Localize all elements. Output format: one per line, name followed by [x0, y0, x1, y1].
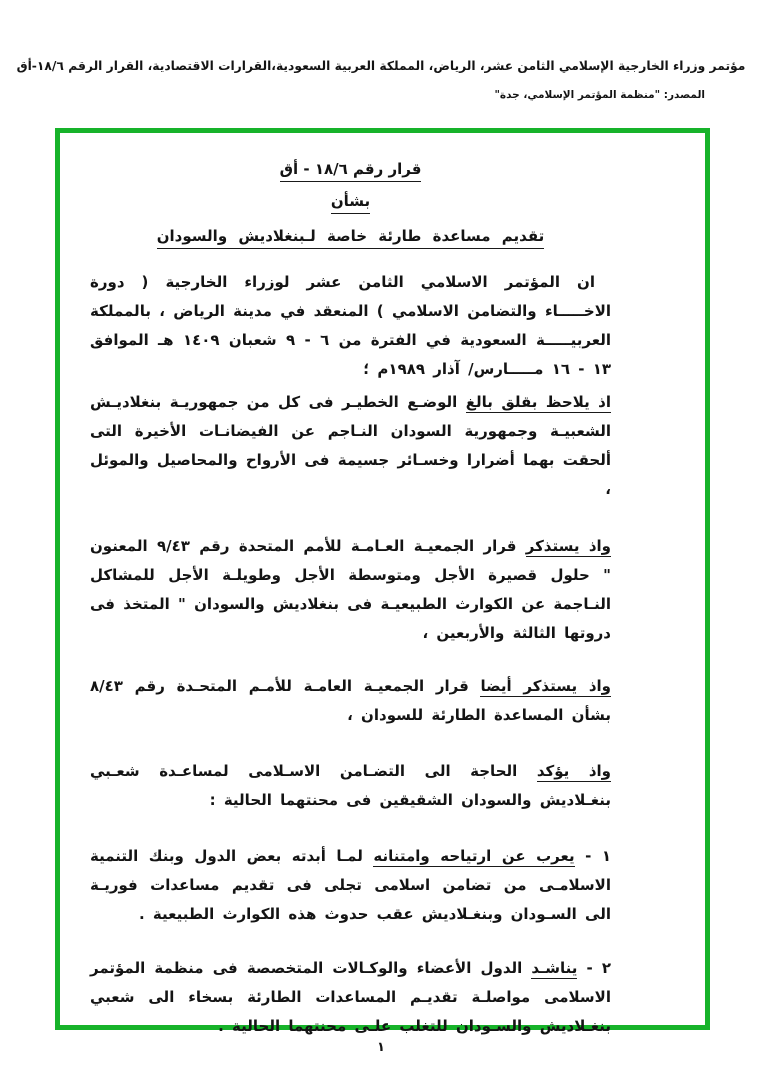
operative-paragraph-2	[90, 954, 611, 1041]
recital-recalling-paragraph-2	[90, 672, 611, 730]
operative-paragraph-1	[90, 842, 611, 929]
recital-recalling-paragraph-1	[90, 532, 611, 648]
operative-2-lead: يناشـد	[531, 959, 578, 977]
recital-recalling-2-text: قرار الجمعيـة العامـة للأمـم المتحـدة رقم ٨/٤٣ بشأن المساعدة الطارئة للسودان ،	[90, 677, 611, 724]
green-border-frame	[55, 128, 710, 1035]
operative-1-lead: يعرب عن ارتياحه وامتنانه	[373, 847, 575, 865]
recital-noting-paragraph	[90, 388, 611, 504]
regarding-title: بشأن	[90, 191, 611, 212]
operative-2-number: ٢ -	[577, 959, 612, 977]
preamble-paragraph	[90, 268, 611, 384]
recital-recalling-1-text: قرار الجمعيـة العـامـة للأمم المتحدة رقم ٩/٤٣ المعنون " حلول قصيرة الأجل ومتوسطة الأجل وطويلـة الأجل للمشاكل النـاجمة عن الكوارث الطبيعيـة فى بنغلاديش والسودان " المتخذ فى دروتها الثالثة والأربعين ،	[90, 537, 611, 642]
operative-1-text: لمـا أبدته بعض الدول وبنك التنمية الاسلامـى من تضامن اسلامى تجلى فى تقديم مساعدات فوريـة الى السـودان وبنغـلاديش عقب حدوث هذه الكوارث الطبيعية .	[90, 847, 611, 923]
recital-recalling-2-lead: واذ يستذكر أيضا	[480, 677, 611, 695]
recital-affirming-text: الحاجة الى التضـامن الاسـلامى لمساعـدة شعـبي بنغـلاديش والسودان الشقيقين فى محنتهما الحالية :	[90, 762, 611, 809]
title-block	[90, 159, 611, 247]
document-source-line: المصدر: "منظمة المؤتمر الإسلامي، جدة"	[494, 89, 705, 101]
resolution-number-title: قرار رقم ١٨/٦ - أق	[90, 159, 611, 180]
preamble-text: ان المؤتمر الاسلامي الثامن عشر لوزراء الخارجية ( دورة الاخـــــاء والتضامن الاسلامي ) المنعقد في مدينة الرياض ، بالمملكة العربيـــــة السعودية في الفترة من ٦ - ٩ شعبان ١٤٠٩ هـ الموافق ١٣ - ١٦ مـــــارس/ آذار ١٩٨٩م ؛	[90, 273, 611, 378]
operative-2-text: الدول الأعضاء والوكـالات المتخصصة فى منظمة المؤتمر الاسلامى مواصلـة تقديـم المساعدات الطارئة بسخاء الى شعبي بنغـلاديش والسـودان للتغلب علـى محنتهما الحالية .	[90, 959, 611, 1035]
document-content	[60, 133, 705, 1041]
recital-affirming-paragraph	[90, 757, 611, 815]
recital-noting-text: الوضـع الخطيـر فى كل من جمهوريـة بنغلاديـش الشعبيـة وجمهورية السودان النـاجم عن الفيضانـات الأخيرة التى ألحقت بهما أضرارا وخسـائر جسيمة فى الأرواح والمحاصيل والموئل ،	[90, 393, 611, 498]
page-number: ١	[377, 1040, 385, 1055]
subject-title: تقديم مساعدة طارئة خاصة لـبنغلاديش والسودان	[90, 226, 611, 247]
recital-affirming-lead: واذ يؤكد	[536, 762, 611, 780]
recital-recalling-1-lead: واذ يستذكر	[525, 537, 611, 555]
recital-noting-lead: اذ يلاحظ بقلق بالغ	[465, 393, 611, 411]
document-reference-header: مؤتمر وزراء الخارجية الإسلامي الثامن عشر، الرياض، المملكة العربية السعودية،القرارات الاقتصادية، القرار الرقم ١٨/٦-أق	[16, 59, 746, 73]
operative-1-number: ١ -	[574, 847, 611, 865]
